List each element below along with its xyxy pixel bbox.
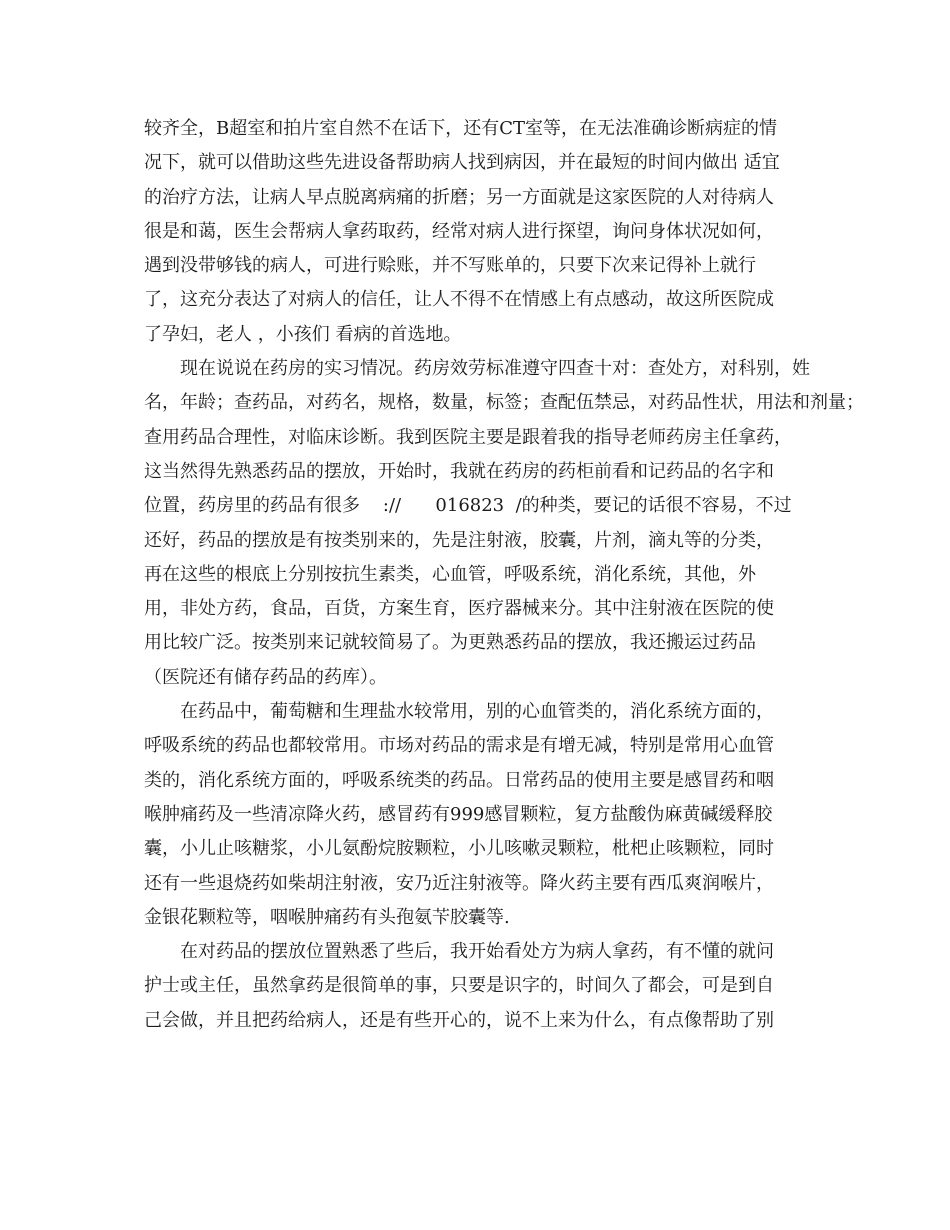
text-line: 较齐全，B超室和拍片室自然不在话下，还有CT室等，在无法准确诊断病症的情 bbox=[144, 118, 778, 139]
text-line: 在药品中，葡萄糖和生理盐水较常用，别的心血管类的，消化系统方面的， bbox=[180, 701, 774, 723]
paragraph bbox=[144, 112, 824, 352]
text-line: 现在说说在药房的实习情况。药房效劳标准遵守四查十对：查处方，对科别，姓 bbox=[180, 358, 810, 380]
text-line: 用，非处方药，食品，百货，方案生育，医疗器械来分。其中注射液在医院的使 bbox=[144, 598, 774, 620]
text-line: 名，年龄；查药品，对药名，规格，数量，标签；查配伍禁忌，对药品性状，用法和剂量； bbox=[144, 392, 864, 414]
text-line: 查用药品合理性，对临床诊断。我到医院主要是跟着我的指导老师药房主任拿药， bbox=[144, 426, 792, 448]
text-line: 护士或主任，虽然拿药是很简单的事，只要是识字的，时间久了都会，可是到自 bbox=[144, 975, 774, 997]
text-line: 类的，消化系统方面的，呼吸系统类的药品。日常药品的使用主要是感冒药和咽 bbox=[144, 769, 774, 791]
text-line: 喉肿痛药及一些清凉降火药，感冒药有999感冒颗粒，复方盐酸伪麻黄碱缓释胶 bbox=[144, 803, 773, 825]
text-line: 用比较广泛。按类别来记就较简易了。为更熟悉药品的摆放，我还搬运过药品 bbox=[144, 632, 756, 654]
text-line: 况下，就可以借助这些先进设备帮助病人找到病因，并在最短的时间内做出 适宜 bbox=[144, 152, 780, 174]
text-line: 位置，药房里的药品有很多 :// 016823 /的种类，要记的话很不容易，不过 bbox=[144, 495, 792, 517]
text-line: 呼吸系统的药品也都较常用。市场对药品的需求是有增无减，特别是常用心血管 bbox=[144, 735, 774, 757]
paragraph bbox=[144, 352, 864, 695]
paragraph bbox=[144, 695, 824, 935]
text-line: （医院还有储存药品的药库）。 bbox=[144, 666, 387, 688]
text-line: 了，这充分表达了对病人的信任，让人不得不在情感上有点感动，故这所医院成 bbox=[144, 289, 774, 311]
text-line: 还有一些退烧药如柴胡注射液，安乃近注射液等。降火药主要有西瓜爽润喉片， bbox=[144, 872, 774, 894]
text-line: 己会做，并且把药给病人，还是有些开心的，说不上来为什么，有点像帮助了别 bbox=[144, 1009, 774, 1031]
text-line: 在对药品的摆放位置熟悉了些后，我开始看处方为病人拿药，有不懂的就问 bbox=[180, 941, 774, 963]
text-line: 金银花颗粒等，咽喉肿痛药有头孢氨苄胶囊等. bbox=[144, 906, 510, 928]
paragraph bbox=[144, 935, 824, 1038]
text-line: 了孕妇，老人 ，小孩们 看病的首选地。 bbox=[144, 323, 462, 345]
text-line: 这当然得先熟悉药品的摆放，开始时，我就在药房的药柜前看和记药品的名字和 bbox=[144, 460, 774, 482]
text-line: 还好，药品的摆放是有按类别来的，先是注射液，胶囊，片剂，滴丸等的分类， bbox=[144, 529, 774, 551]
text-line: 很是和蔼，医生会帮病人拿药取药，经常对病人进行探望，询问身体状况如何， bbox=[144, 220, 774, 242]
document-body bbox=[144, 112, 864, 1038]
text-line: 的治疗方法，让病人早点脱离病痛的折磨；另一方面就是这家医院的人对待病人 bbox=[144, 186, 774, 208]
text-line: 囊，小儿止咳糖浆，小儿氨酚烷胺颗粒，小儿咳嗽灵颗粒，枇杷止咳颗粒，同时 bbox=[144, 838, 774, 860]
text-line: 再在这些的根底上分别按抗生素类，心血管，呼吸系统，消化系统，其他，外 bbox=[144, 563, 756, 585]
text-line: 遇到没带够钱的病人，可进行赊账，并不写账单的，只要下次来记得补上就行 bbox=[144, 255, 756, 277]
